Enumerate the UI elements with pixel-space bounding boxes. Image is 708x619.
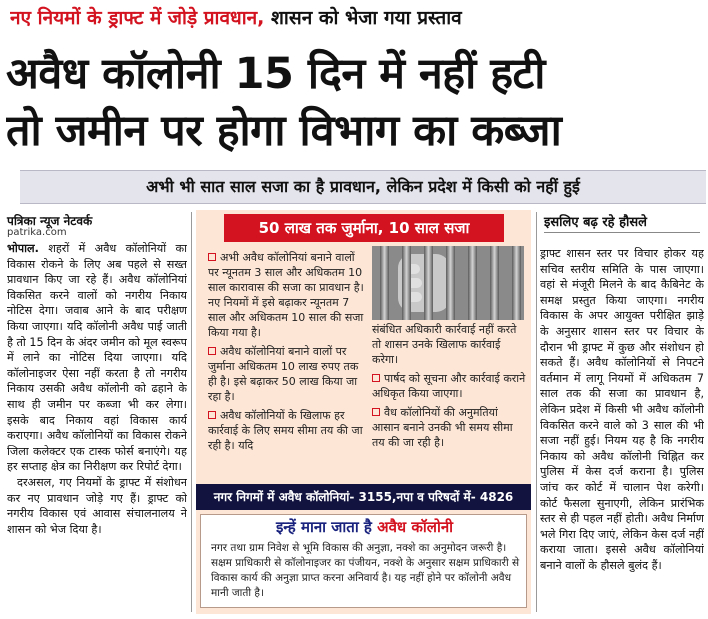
right-article-heading: इसलिए बढ़ रहे हौसले [544,212,700,233]
highlight-points-left [208,250,364,482]
byline-name: पत्रिका न्यूज नेटवर्क [7,214,93,228]
left-article-paragraph-1 [7,241,187,475]
dateline: भोपाल. [7,242,39,255]
highlight-point-continuation: संबंधित अधिकारी कार्रवाई नहीं करते तो शासन उनके खिलाफ कार्रवाई करेगा। [372,323,517,366]
byline-website: patrika.com [7,227,67,238]
highlight-point-text: वैध कॉलोनियों की अनुमतियां आसान बनाने उनकी भी समय सीमा तय की जा रही है। [372,406,513,449]
right-article-column [540,246,704,614]
left-article-paragraph-2: दरअसल, गए नियमों के ड्राफ्ट में संशोधन कर नए प्रावधान जोड़े गए हैं। ड्राफ्ट को नगरीय विकास एवं आवास संचालनालय ने शासन को भेज दिया है। [7,475,187,536]
column-divider-left [191,212,192,612]
highlight-point-text: अवैध कॉलोनियों के खिलाफ हर कार्रवाई के लिए समय सीमा तय की जा रही है। यदि [208,409,363,452]
right-article-text: ड्राफ्ट शासन स्तर पर विचार होकर यह सचिव स्तरीय समिति के पास जाएगा। वहां से मंजूरी मिलने के बाद कैबिनेट के समक्ष प्रस्तुत किया जाएगा। नगरीय विकास के अपर आयुक्त परीक्षित झाड़े के अनुसार शासन स्तर पर विचार के दौरान भी ड्राफ्ट में कुछ और संशोधन हो सकते हैं। अवैध कॉलोनियों से निपटने वर्तमान में लागू नियमों में अधिकतम 7 साल तक की सजा का प्रावधान है, लेकिन प्रदेश में किसी भी अवैध कॉलोनी विकसित करने वाले को 3 साल की भी सजा नहीं हुई। नियम यह है कि नगरीय निकाय को अवैध कॉलोनी चिह्नित कर पुलिस में केस दर्ज कराना है। पुलिस जांच कर कोर्ट में चालान पेश करेगी। कोर्ट फैसला सुनाएगी, लेकिन प्रारंभिक स्तर से ही पहल नहीं होती। अवैध निर्माण भले गिरा दिए जाएं, लेकिन केस दर्ज नहीं कराया जाता। इससे अवैध कॉलोनियां बनाने वालों के हौसले बुलंद हैं। [540,247,704,572]
checkbox-bullet-icon [208,411,216,419]
checkbox-bullet-icon [372,408,380,416]
definition-heading-red: अवैध कॉलोनी [377,518,454,536]
highlight-points-right [372,322,528,482]
highlight-point [208,344,364,404]
highlight-point [372,405,528,450]
prison-bars-photo [372,246,524,320]
highlight-point [372,371,528,401]
headline-line-1: अवैध कॉलोनी 15 दिन में नहीं हटी [6,49,545,99]
subheadline-band: अभी भी सात साल सजा का है प्रावधान, लेकिन प्रदेश में किसी को नहीं हुई [20,170,706,204]
definition-heading [201,517,528,537]
highlight-point [208,408,364,453]
checkbox-bullet-icon [208,253,216,261]
kicker-red-text: नए नियमों के ड्राफ्ट में जोड़े प्रावधान, [10,7,265,29]
checkbox-bullet-icon [372,374,380,382]
left-article-text-1: शहरों में अवैध कॉलोनियों का विकास रोकने के लिए अब पहले से सख्त प्रावधान किए जा रहे हैं। अवैध कॉलोनियां विकसित करने वालों को नगरीय निकाय नोटिस देगा। जवाब आने के बाद परीक्षण किया जाएगा। यदि कॉलोनी अवैध पाई जाती है तो 15 दिन के अंदर जमीन को मूल स्वरूप में लाने का नोटिस दिया जाएगा। यदि कॉलोनाइजर ऐसा नहीं करता है तो नगरीय निकाय उसकी अवैध कॉलोनी को ढहाने के साथ ही जमीन पर कब्जा भी कर लेगा। इसके बाद निकाय वहां विकास कार्य कराएगा। अवैध कॉलोनियों का विकास रोकने जिला कलेक्टर एक टास्क फोर्स बनाएंगे। यह हर सप्ताह क्षेत्र का निरीक्षण कर रिपोर्ट देगा। [7,242,187,474]
colony-count-bar: नगर निगमों में अवैध कॉलोनियां- 3155,नपा व परिषदों में- 4826 [196,484,531,510]
column-divider-right [536,212,537,612]
checkbox-bullet-icon [208,347,216,355]
highlight-point-text: पार्षद को सूचना और कार्रवाई कराने अधिकृत किया जाएगा। [372,372,526,400]
highlight-point-text: अभी अवैध कॉलोनियां बनाने वालों पर न्यूनतम 3 साल और अधिकतम 10 साल कारावास की सजा का प्रावधान है। नए नियमों में इसे बढ़ाकर न्यूनतम 7 साल और अधिकतम 10 साल की सजा किया गया है। [208,251,364,339]
kicker-black-text: शासन को भेजा गया प्रस्ताव [264,7,462,29]
definition-text: नगर तथा ग्राम निवेश से भूमि विकास की अनुज्ञा, नक्शे का अनुमोदन जरूरी है। सक्षम प्राधिकारी से कॉलोनाइजर का पंजीयन, नक्शे के अनुसार सक्षम प्राधिकारी से विकास कार्य की अनुज्ञा प्राप्त करना अनिवार्य है। यह नहीं होने पर कॉलोनी अवैध मानी जाती है। [211,542,520,599]
kicker-headline [10,4,700,40]
highlight-point-text: अवैध कॉलोनियां बनाने वालों पर जुर्माना अधिकतम 10 लाख रुपए तक ही है। इसे बढ़ाकर 50 लाख किया जा रहा है। [208,345,359,403]
definition-heading-blue: इन्हें माना जाता है [275,518,378,536]
highlight-box-title: 50 लाख तक जुर्माना, 10 साल सजा [224,214,504,242]
highlight-point [208,250,364,340]
left-article-column [7,241,187,613]
highlight-box [196,210,531,614]
illegal-colony-definition-box [200,514,527,608]
main-headline [6,46,704,160]
headline-line-2: तो जमीन पर होगा विभाग का कब्जा [6,106,562,156]
